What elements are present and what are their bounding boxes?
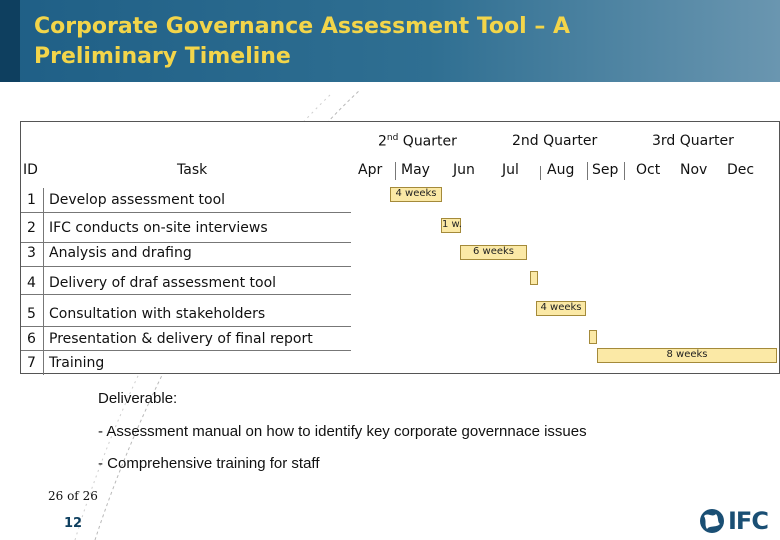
month-jul: Jul [502, 162, 519, 178]
row-4-id: 4 [27, 275, 36, 291]
row-5-task: Consultation with stakeholders [49, 306, 266, 322]
month-aug: Aug [547, 162, 575, 178]
row-2-task: IFC conducts on-site interviews [49, 220, 268, 236]
month-jun: Jun [453, 162, 475, 178]
row-5-id: 5 [27, 306, 36, 322]
month-divider [587, 162, 588, 180]
row-3-id: 3 [27, 245, 36, 261]
month-dec: Dec [727, 162, 755, 178]
row-4-task: Delivery of draf assessment tool [49, 275, 277, 291]
gantt-chart [20, 121, 780, 374]
row-1-id: 1 [27, 192, 36, 208]
row-divider [21, 294, 351, 295]
month-oct: Oct [636, 162, 661, 178]
ifc-logo-text: IFC [728, 507, 768, 535]
row-divider [21, 266, 351, 267]
deliverable-item-training: - Comprehensive training for staff [98, 455, 320, 472]
month-divider [540, 166, 541, 180]
row-6-task: Presentation & delivery of final report [49, 331, 313, 347]
id-column-divider [43, 188, 44, 375]
slide-header [0, 0, 780, 82]
gantt-bar-analysis: 6 weeks [460, 245, 527, 260]
row-2-id: 2 [27, 220, 36, 236]
title-line-1: Corporate Governance Assessment Tool – A [34, 14, 571, 39]
row-divider [21, 350, 351, 351]
month-may: May [401, 162, 430, 178]
page-number: 12 [64, 516, 83, 531]
deliverable-heading: Deliverable: [98, 390, 178, 407]
row-7-task: Training [49, 355, 105, 371]
row-divider [21, 212, 351, 213]
month-divider [624, 162, 625, 180]
column-header-task: Task [177, 162, 208, 178]
gantt-bar-consultation: 4 weeks [536, 301, 586, 316]
quarter-header-1: 2nd Quarter [378, 133, 457, 150]
gantt-bar-delivery [530, 271, 538, 285]
slide-title [34, 12, 674, 72]
row-divider [21, 326, 351, 327]
month-apr: Apr [358, 162, 383, 178]
header-accent-bar [0, 0, 20, 82]
gantt-bar-presentation [589, 330, 597, 344]
month-sep: Sep [592, 162, 619, 178]
quarter-header-2: 2nd Quarter [512, 133, 598, 149]
deliverable-item-manual: - Assessment manual on how to identify key corporate governnace issues [98, 423, 587, 440]
ifc-logo [698, 506, 772, 536]
gantt-bar-training: 8 weeks [597, 348, 777, 363]
row-7-id: 7 [27, 355, 36, 371]
month-nov: Nov [680, 162, 708, 178]
row-6-id: 6 [27, 331, 36, 347]
row-1-task: Develop assessment tool [49, 192, 226, 208]
row-divider [21, 242, 351, 243]
column-header-id: ID [23, 162, 38, 178]
gantt-bar-interviews: 1 w. [441, 218, 461, 233]
title-line-2: Preliminary Timeline [34, 44, 291, 69]
gantt-bar-develop: 4 weeks [390, 187, 442, 202]
page-count: 26 of 26 [48, 489, 98, 503]
quarter-header-3: 3rd Quarter [652, 133, 734, 149]
month-divider [395, 162, 396, 180]
row-3-task: Analysis and drafing [49, 245, 192, 261]
